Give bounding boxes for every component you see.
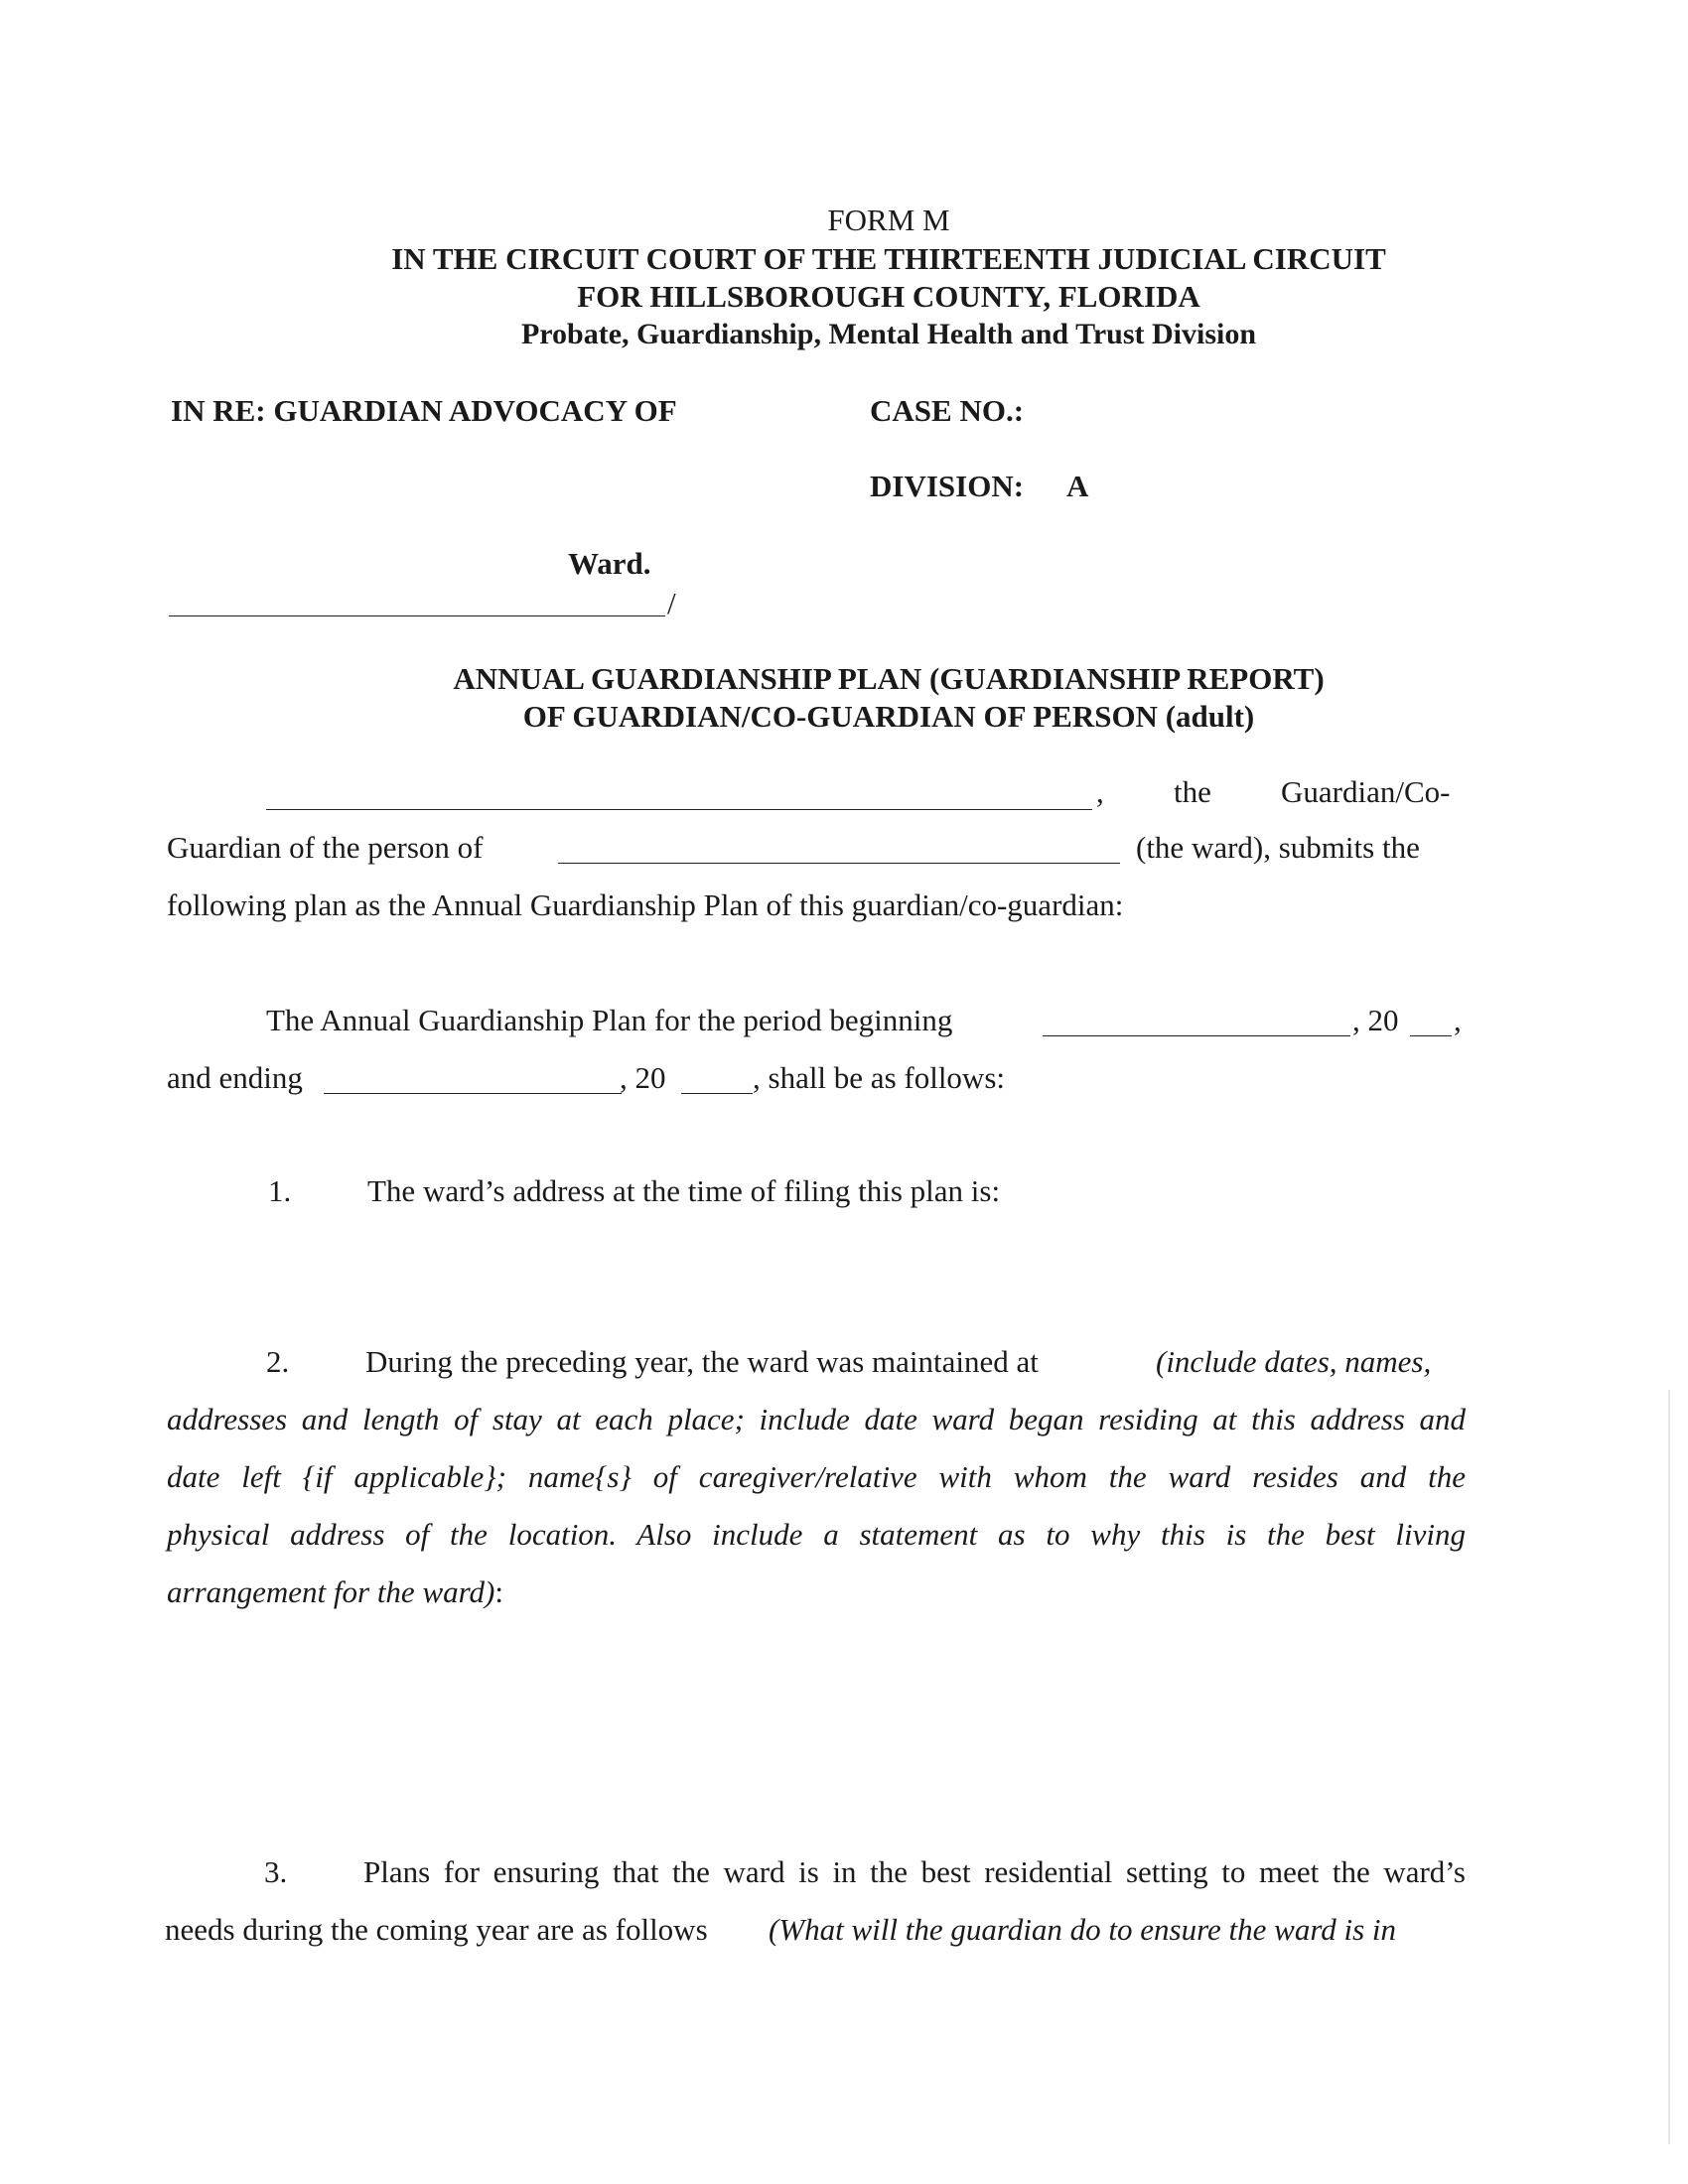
item-2-lead: During the preceding year, the ward was maintained at bbox=[365, 1344, 1039, 1379]
intro-the: the bbox=[1174, 774, 1211, 809]
period-begin-date-blank[interactable] bbox=[1043, 1035, 1350, 1036]
guardian-name-blank[interactable] bbox=[266, 809, 1092, 810]
period-and-ending: and ending bbox=[167, 1060, 303, 1095]
division-line: Probate, Guardianship, Mental Health and Trust Division bbox=[520, 318, 1257, 350]
county-line: FOR HILLSBOROUGH COUNTY, FLORIDA bbox=[577, 279, 1200, 314]
intro-guardian-co: Guardian/Co- bbox=[1281, 774, 1451, 809]
intro-guardian-of-person: Guardian of the person of bbox=[167, 830, 484, 865]
court-line: IN THE CIRCUIT COURT OF THE THIRTEENTH JUDICIAL CIRCUIT bbox=[391, 241, 1386, 276]
form-label: FORM M bbox=[827, 203, 950, 237]
item-2-colon: : bbox=[494, 1574, 503, 1609]
intro-the-ward-submits: (the ward), submits the bbox=[1136, 830, 1420, 865]
period-end-year-blank[interactable] bbox=[681, 1093, 753, 1094]
item-1-number: 1. bbox=[268, 1173, 292, 1208]
caption-slash: / bbox=[667, 586, 676, 620]
item-2-instruction-3: date left {if applicable}; name{s} of caregiver/relative with whom the ward resides and the bbox=[167, 1459, 1466, 1494]
period-year-prefix-1: , 20 bbox=[1352, 1003, 1399, 1037]
division-value: A bbox=[1066, 469, 1089, 503]
intro-line3: following plan as the Annual Guardianship Plan of this guardian/co-guardian: bbox=[167, 887, 1124, 922]
caption-underline bbox=[169, 615, 665, 616]
period-end-date-blank[interactable] bbox=[324, 1093, 622, 1094]
ward-name-blank[interactable] bbox=[558, 863, 1120, 864]
period-text: The Annual Guardianship Plan for the period beginning bbox=[266, 1003, 953, 1037]
division-label: DIVISION: bbox=[870, 469, 1025, 503]
ward-label: Ward. bbox=[568, 546, 651, 581]
item-2-instruction-1: (include dates, names, bbox=[1156, 1344, 1432, 1379]
item-2-instruction-2: addresses and length of stay at each place; include date ward began residing at this address and bbox=[167, 1402, 1466, 1436]
period-begin-year-blank[interactable] bbox=[1410, 1035, 1452, 1036]
item-1-text: The ward’s address at the time of filing this plan is: bbox=[367, 1173, 1001, 1208]
period-shall-be: , shall be as follows: bbox=[753, 1060, 1005, 1095]
item-3-line-1: Plans for ensuring that the ward is in the best residential setting to meet the ward’s bbox=[363, 1854, 1466, 1889]
intro-comma: , bbox=[1096, 774, 1104, 809]
document-title-line1: ANNUAL GUARDIANSHIP PLAN (GUARDIANSHIP REPORT) bbox=[453, 661, 1325, 696]
in-re-caption: IN RE: GUARDIAN ADVOCACY OF bbox=[171, 393, 677, 428]
item-2-instruction-5-row bbox=[167, 1574, 503, 1610]
item-3-number: 3. bbox=[264, 1854, 288, 1889]
period-comma: , bbox=[1454, 1003, 1462, 1037]
item-2-instruction-4: physical address of the location. Also include a statement as to why this is the best living bbox=[167, 1517, 1466, 1552]
scan-edge-shadow bbox=[1668, 1390, 1670, 2144]
item-3-line-2-plain: needs during the coming year are as follows bbox=[165, 1912, 708, 1947]
item-2-instruction-5: arrangement for the ward) bbox=[167, 1574, 495, 1609]
item-3-line-2-italic: (What will the guardian do to ensure the ward is in bbox=[769, 1912, 1397, 1947]
item-2-number: 2. bbox=[266, 1344, 290, 1379]
period-year-prefix-2: , 20 bbox=[620, 1060, 666, 1095]
case-no-label: CASE NO.: bbox=[870, 393, 1025, 428]
document-title-line2: OF GUARDIAN/CO-GUARDIAN OF PERSON (adult) bbox=[522, 699, 1255, 734]
